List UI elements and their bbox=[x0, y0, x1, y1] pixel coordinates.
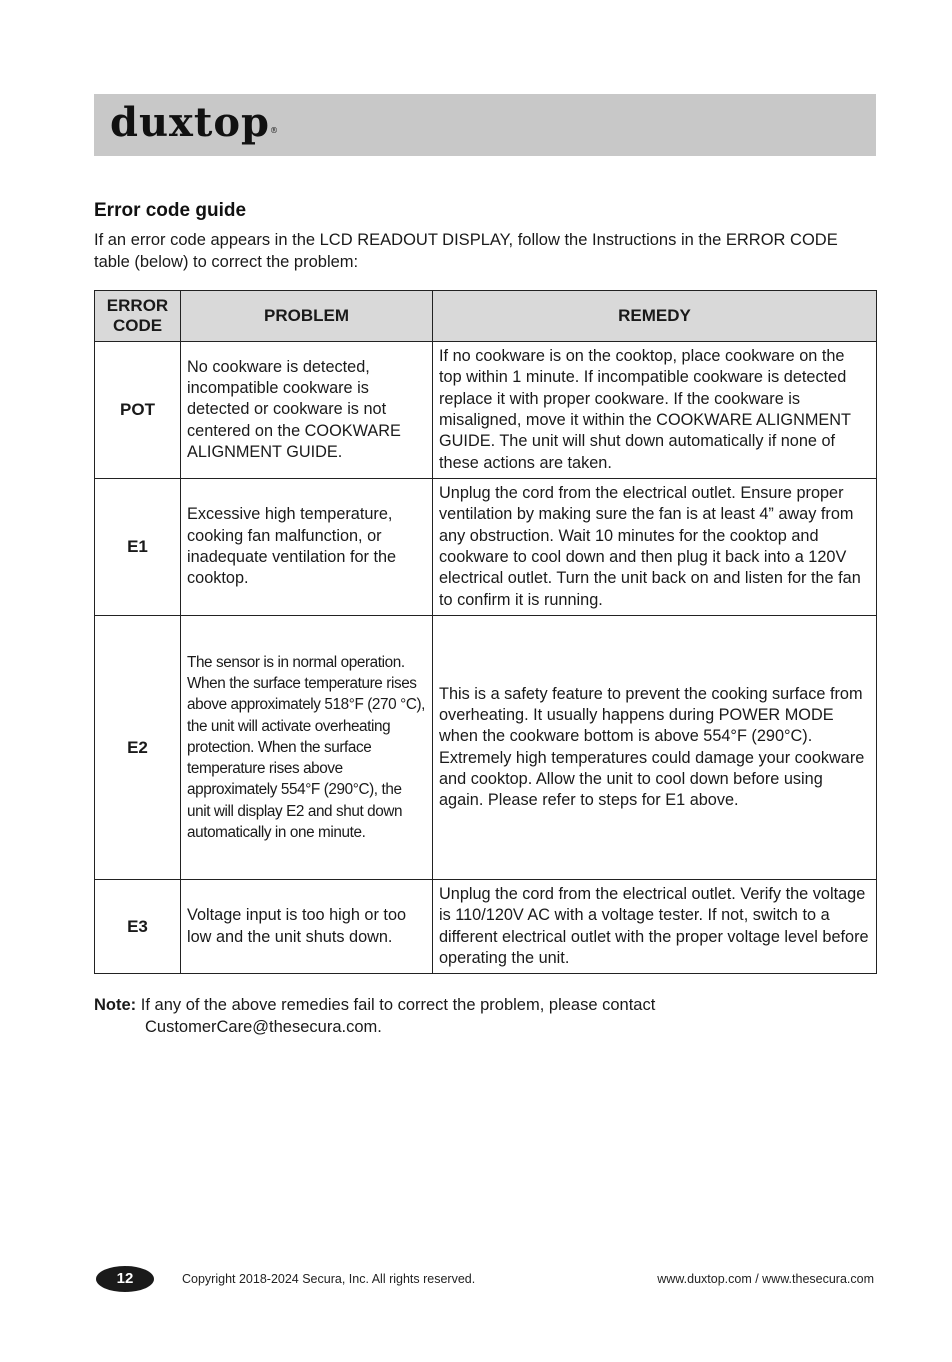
error-code-table bbox=[94, 290, 877, 974]
remedy-cell: This is a safety feature to prevent the cooking surface from overheating. It usually happens during POWER MODE when the cookware bottom is above 554°F (290°C). Extremely high temperatures could damage your cookware and cooktop. Allow the unit to cool down before using again. Please refer to steps for E1 above. bbox=[433, 616, 877, 880]
duxtop-logo: duxtop® bbox=[110, 99, 280, 146]
table-header-row bbox=[95, 291, 877, 342]
support-email: CustomerCare@thesecura.com. bbox=[145, 1018, 382, 1036]
note bbox=[94, 994, 874, 1038]
table-row bbox=[95, 479, 877, 616]
problem-cell: Excessive high temperature, cooking fan malfunction, or inadequate ventilation for the cooktop. bbox=[181, 479, 433, 616]
note-text: If any of the above remedies fail to correct the problem, please contact bbox=[140, 996, 656, 1014]
copyright-text: Copyright 2018-2024 Secura, Inc. All rights reserved. bbox=[182, 1272, 476, 1286]
table-row bbox=[95, 342, 877, 479]
footer bbox=[94, 1266, 876, 1292]
remedy-cell: If no cookware is on the cooktop, place cookware on the top within 1 minute. If incompatible cookware is detected replace it with proper cookware. If the cookware is misaligned, move it within the COOKWARE ALIGNMENT GUIDE. The unit will shut down automatically if none of these actions are taken. bbox=[433, 342, 877, 479]
problem-cell: Voltage input is too high or too low and the unit shuts down. bbox=[181, 880, 433, 974]
header-remedy: REMEDY bbox=[433, 291, 877, 342]
remedy-cell: Unplug the cord from the electrical outlet. Ensure proper ventilation by making sure the fan is at least 4” away from any obstruction. Wait 10 minutes for the cooktop and cookware to cool down and then plug it back into a 120V electrical outlet. Turn the unit back on and listen for the fan to confirm it is running. bbox=[433, 479, 877, 616]
problem-cell: No cookware is detected, incompatible cookware is detected or cookware is not centered on the COOKWARE ALIGNMENT GUIDE. bbox=[181, 342, 433, 479]
note-label: Note: bbox=[94, 996, 137, 1014]
error-code-cell: E1 bbox=[95, 479, 181, 616]
header-band bbox=[94, 94, 876, 156]
table-row bbox=[95, 880, 877, 974]
section-title: Error code guide bbox=[94, 200, 247, 221]
intro-text: If an error code appears in the LCD READOUT DISPLAY, follow the Instructions in the ERROR CODE table (below) to correct the problem: bbox=[94, 231, 838, 271]
page-number: 12 bbox=[96, 1266, 154, 1292]
header-error-code: ERROR CODE bbox=[95, 291, 181, 342]
table-row bbox=[95, 616, 877, 880]
error-code-cell: E3 bbox=[95, 880, 181, 974]
remedy-cell: Unplug the cord from the electrical outlet. Verify the voltage is 110/120V AC with a voltage tester. If not, switch to a different electrical outlet with the proper voltage level before operating the unit. bbox=[433, 880, 877, 974]
header-problem: PROBLEM bbox=[181, 291, 433, 342]
error-code-cell: POT bbox=[95, 342, 181, 479]
website-links: www.duxtop.com / www.thesecura.com bbox=[657, 1272, 874, 1286]
error-code-cell: E2 bbox=[95, 616, 181, 880]
problem-cell: The sensor is in normal operation. When the surface temperature rises above approximately 518°F (270 °C), the unit will activate overheating protection. When the surface temperature rises above approximately 554°F (290°C), the unit will display E2 and shut down automatically in one minute. bbox=[181, 616, 433, 880]
